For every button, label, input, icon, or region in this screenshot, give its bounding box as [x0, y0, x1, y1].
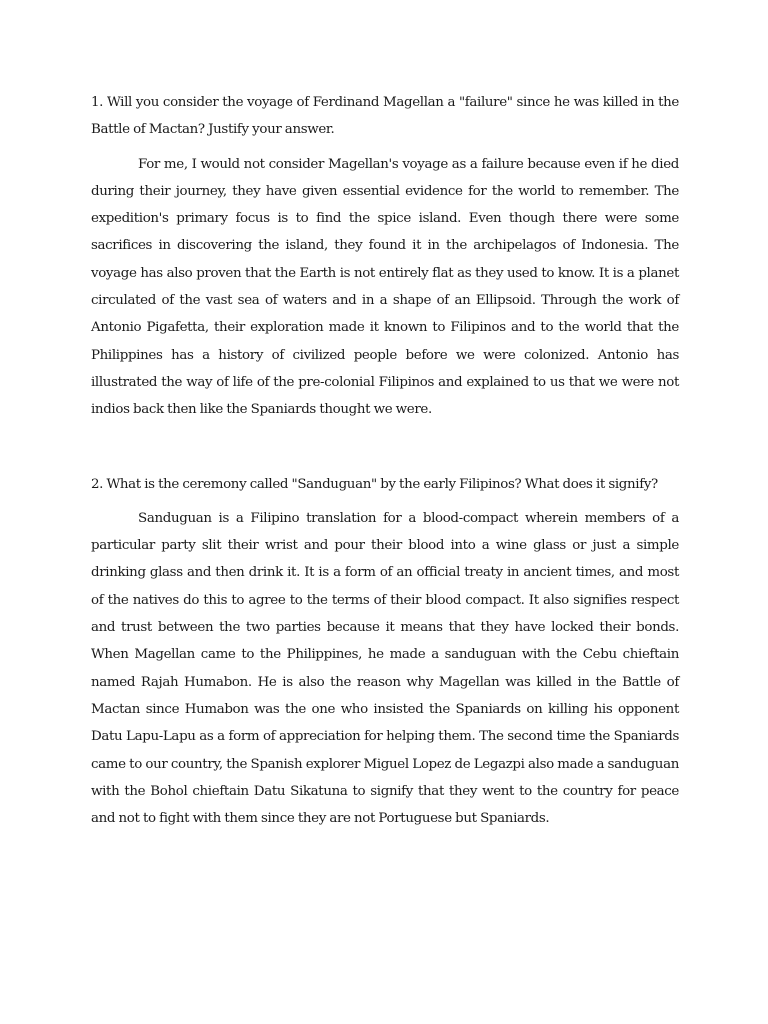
section-spacer	[91, 424, 679, 471]
document-body	[91, 89, 679, 832]
question-2: 2. What is the ceremony called "Sanduguan" by the early Filipinos? What does it signify?	[91, 476, 658, 492]
question-1: 1. Will you consider the voyage of Ferdinand Magellan a "failure" since he was killed in the Battle of Mactan? Justify your answer.	[91, 95, 679, 138]
answer-2: Sanduguan is a Filipino translation for a blood-compact wherein members of a particular party slit their wrist and pour their blood into a wine glass or just a simple drinking glass and then drink it. It is a form of an official treaty in ancient times, and most of the natives do this to agree to the terms of their blood compact. It also signifies respect and trust between the two parties because it means that they have locked their bonds. When Magellan came to the Philippines, he made a sanduguan with the Cebu chieftain named Rajah Humabon. He is also the reason why Magellan was killed in the Battle of Mactan since Humabon was the one who insisted the Spaniards on killing his opponent Datu Lapu-Lapu as a form of appreciation for helping them. The second time the Spaniards came to our country, the Spanish explorer Miguel Lopez de Legazpi also made a sanduguan with the Bohol chieftain Datu Sikatuna to signify that they went to the country for peace and not to fight with them since they are not Portuguese but Spaniards.	[91, 510, 679, 827]
answer-1: For me, I would not consider Magellan's voyage as a failure because even if he died during their journey, they have given essential evidence for the world to remember. The expedition's primary focus is to find the spice island. Even though there were some sacrifices in discovering the island, they found it in the archipelagos of Indonesia. The voyage has also proven that the Earth is not entirely flat as they used to know. It is a planet circulated of the vast sea of waters and in a shape of an Ellipsoid. Through the work of Antonio Pigafetta, their exploration made it known to Filipinos and to the world that the Philippines has a history of civilized people before we were colonized. Antonio has illustrated the way of life of the pre-colonial Filipinos and explained to us that we were not indios back then like the Spaniards thought we were.	[91, 156, 679, 418]
